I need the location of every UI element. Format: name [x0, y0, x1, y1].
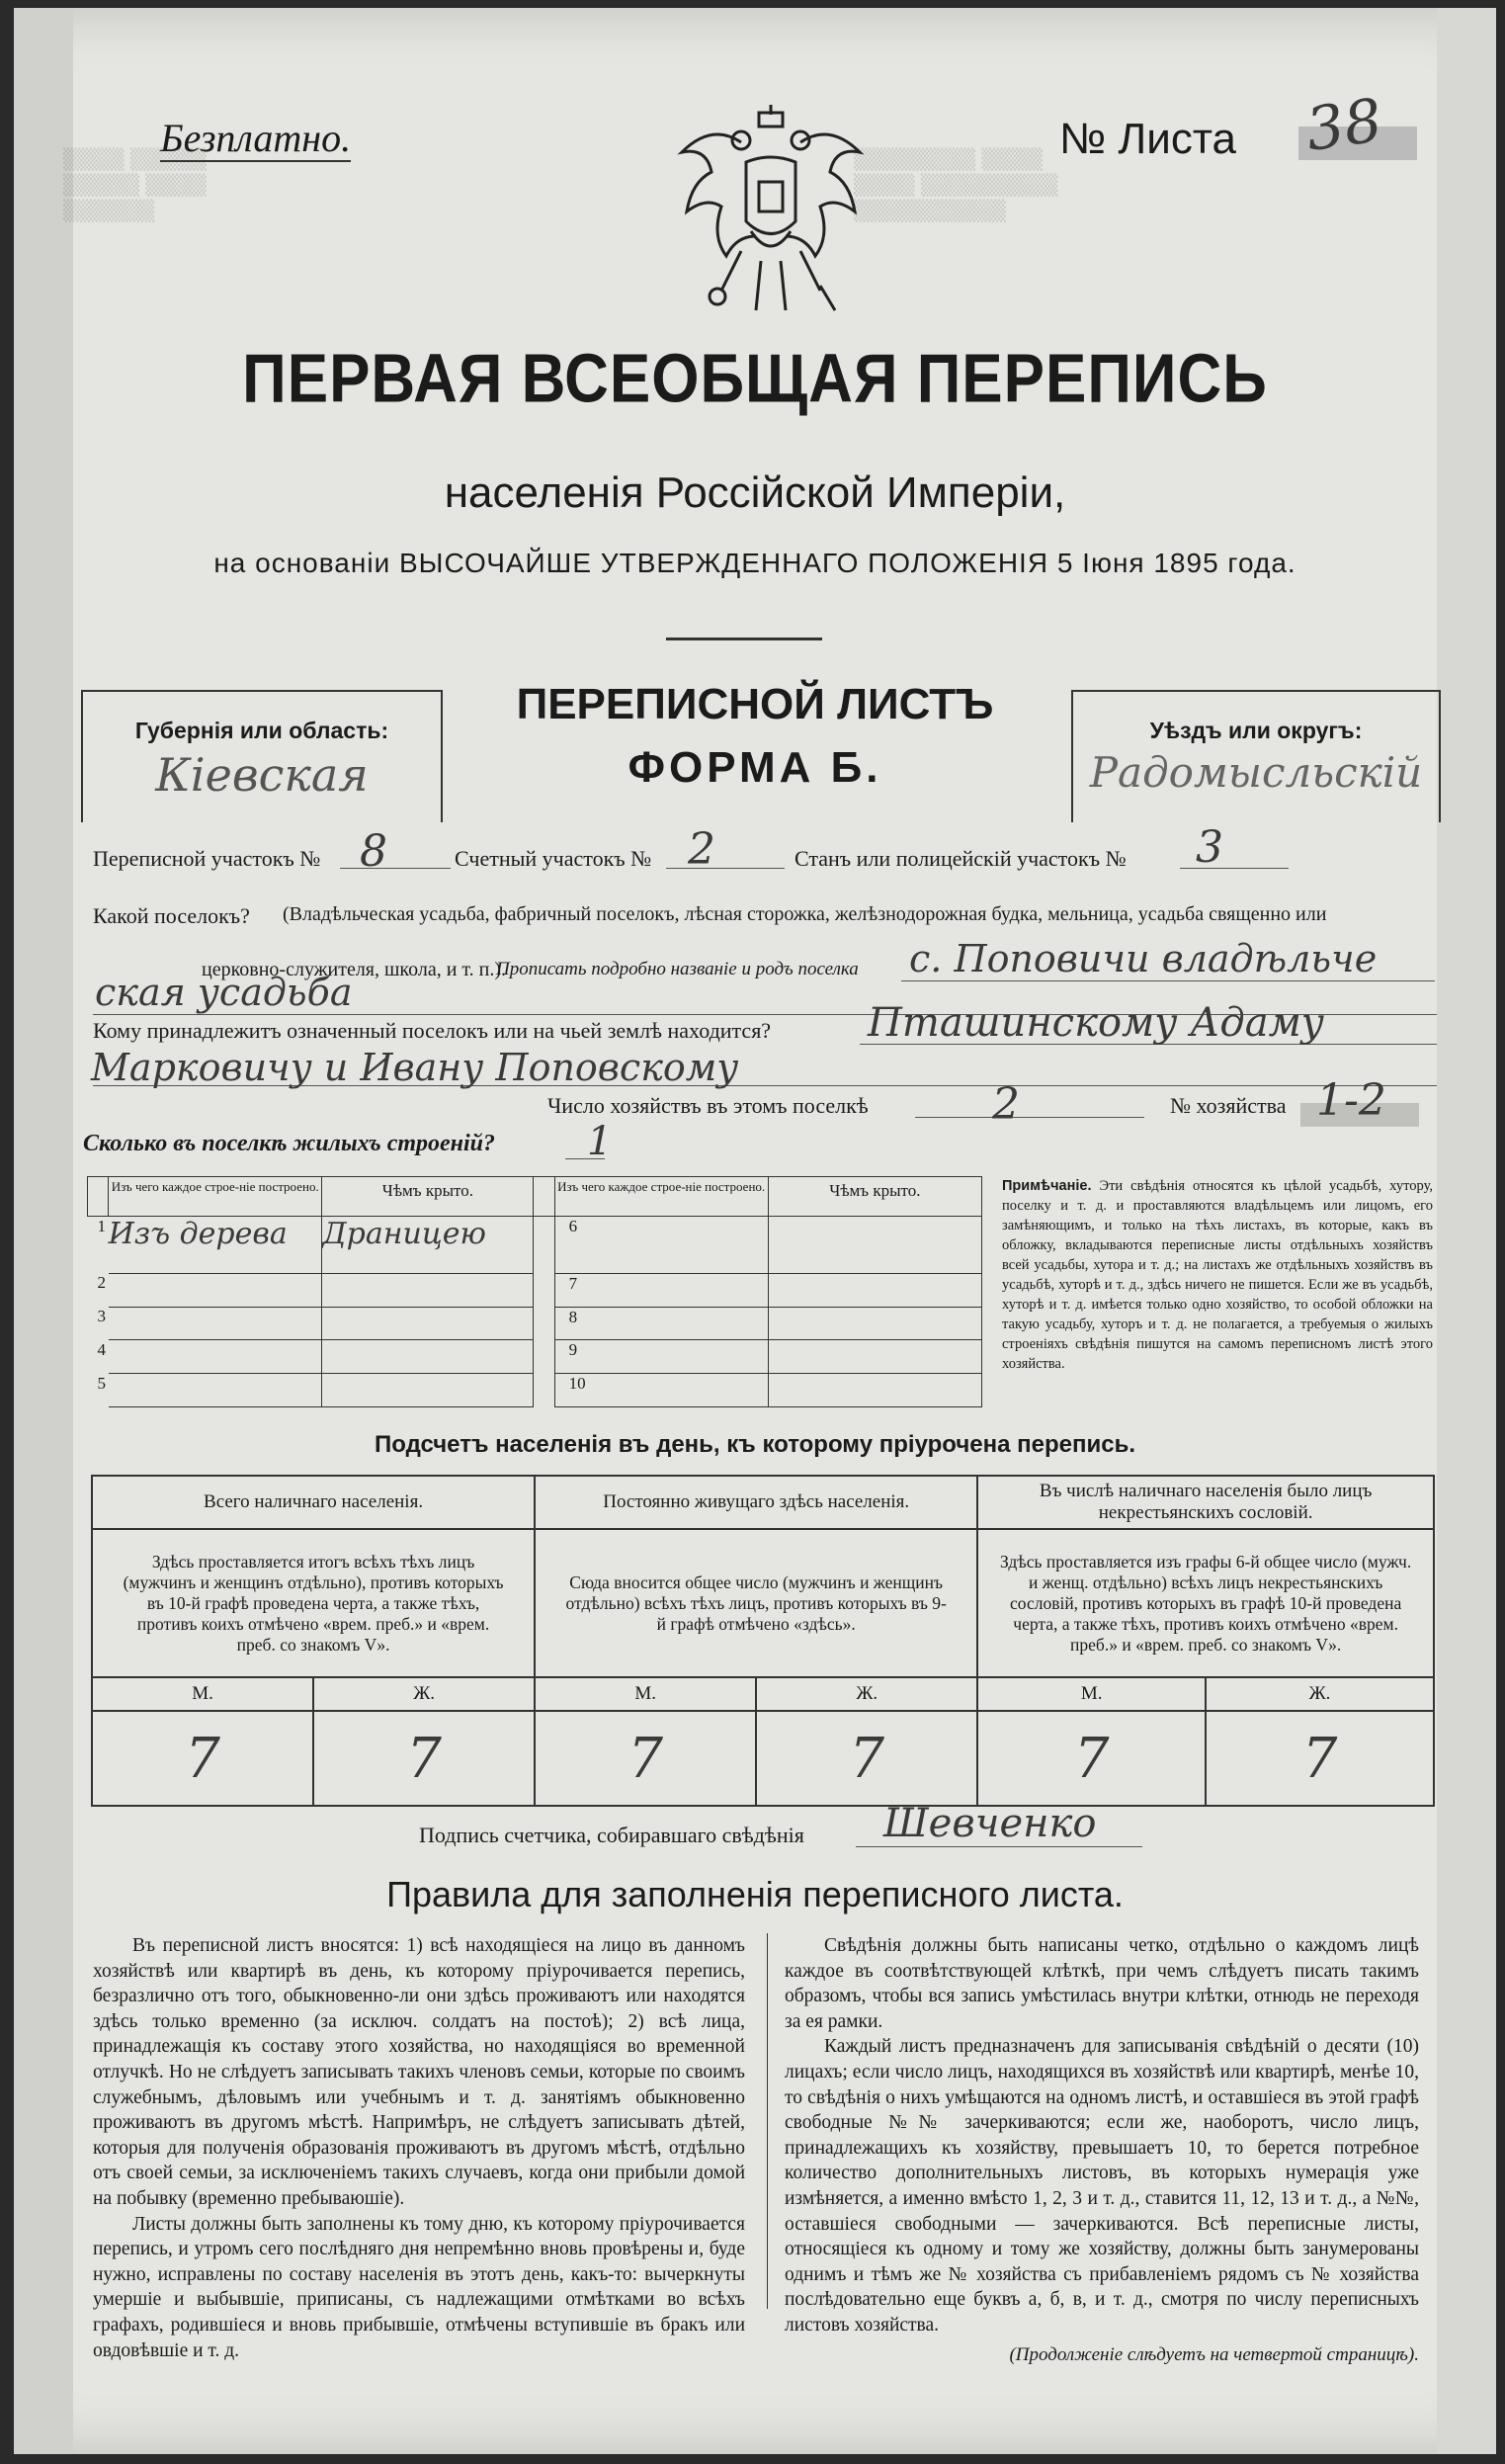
signature-line — [856, 1846, 1142, 1847]
male-header: М. — [92, 1677, 313, 1711]
household-number-value: 1-2 — [1316, 1075, 1386, 1126]
nonpeasant-female-value: 7 — [1206, 1711, 1434, 1806]
col-roof-header: Чѣмъ крыто. — [322, 1177, 534, 1217]
col2-text: Сюда вносится общее число (мужчинъ и женщинъ отдѣльно) всѣхъ тѣхъ лицъ, противъ которыхъ въ 9-й графѣ отмѣчено «здѣсь». — [535, 1529, 977, 1677]
population-summary-table — [91, 1475, 1435, 1807]
male-header: М. — [977, 1677, 1206, 1711]
gubernia-label: Губернія или область: — [134, 718, 389, 743]
gubernia-box — [81, 690, 443, 822]
owner-label: Кому принадлежитъ означенный поселокъ или на чьей землѣ находится? — [93, 1018, 772, 1043]
count-district-line — [666, 868, 785, 869]
rules-right-paragraph-1: Свѣдѣнія должны быть написаны четко, отдѣльно о каждомъ лицѣ каждое въ соотвѣтствующей клѣткѣ, при чемъ слѣдуетъ писать такимъ образомъ, чтобы вся запись умѣстилась внутри клѣтки, отнюдь не переходя за ея рамки. — [785, 1935, 1419, 2032]
material-cell: Изъ дерева — [109, 1217, 322, 1274]
form-title: ПЕРЕПИСНОЙ ЛИСТЪ — [516, 680, 994, 728]
col3-text: Здѣсь проставляется изъ графы 6-й общее число (мужч. и женщ. отдѣльно) всѣхъ лицъ некрестьянскихъ сословій, противъ которыхъ въ графѣ 10-й проведена черта, а также тѣхъ, противъ коихъ отмѣчено «врем. преб.» и «врем. преб. со знакомъ V». — [977, 1529, 1434, 1677]
signature-label: Подпись счетчика, собиравшаго свѣдѣнія — [419, 1823, 804, 1847]
bleed-through-text: ▒▒▒▒ ▒▒▒▒▒ ▒▒▒▒▒ ▒▒▒▒ ▒▒▒▒▒▒ — [63, 147, 207, 222]
settlement-value-2: ская усадьба — [95, 971, 353, 1014]
settlement-value-1: с. Поповичи владѣльче — [909, 937, 1378, 980]
col1-text: Здѣсь проставляется итогъ всѣхъ тѣхъ лицъ (мужчинъ и женщинъ отдѣльно), противъ которыхъ въ 10-й графѣ проведена черта, а также тѣхъ, противъ коихъ отмѣчено «врем. преб.» и «врем. преб. со знакомъ V». — [92, 1529, 535, 1677]
summary-heading: Подсчетъ населенія въ день, къ которому пріурочена перепись. — [375, 1431, 1135, 1458]
table-row: 3 8 — [88, 1307, 982, 1340]
households-value: 2 — [992, 1079, 1020, 1130]
census-district-line — [340, 868, 451, 869]
police-district-label: Станъ или полицейскій участокъ № — [794, 846, 1127, 871]
rules-right-paragraph-2: Каждый листъ предназначенъ для записыванія свѣдѣній о десяти (10) лицахъ; если число лицъ, находящихся въ хозяйствѣ или квартирѣ, менѣе 10, то свѣдѣнія о нихъ умѣщаются на одномъ листѣ, и оставшіеся въ этой графѣ свободные №№ зачеркиваются; если же, наоборотъ, число лицъ, принадлежащихъ къ хозяйству, превышаетъ 10, то берется потребное количество дополнительныхъ листовъ, въ которыхъ нумерація уже измѣняется, а именно вмѣсто 1, 2, 3 и т. д., ставится 11, 12, 13 и т. д., а №№, оставшіеся свободными — зачеркиваются. Всѣ переписные листы, относящіеся къ одному и тому же хозяйству, должны быть занумерованы однимъ и тѣмъ же № хозяйства съ прибавленіемъ рядомъ съ № хозяйства послѣдовательно еще буквъ а, б, в, и т. д., смотря по числу переписныхъ листовъ хозяйства. — [785, 2036, 1419, 2336]
free-label: Безплатно. — [160, 116, 352, 160]
sheet-number-label: № Листа — [1059, 115, 1237, 163]
uezd-label: Уѣздъ или округъ: — [1149, 718, 1363, 743]
female-header: Ж. — [756, 1677, 977, 1711]
note-heading: Примѣчаніе. — [1002, 1178, 1092, 1194]
table-row: 5 10 — [88, 1374, 982, 1407]
male-header: М. — [535, 1677, 756, 1711]
header-divider — [666, 637, 822, 640]
sheet-number-value: 38 — [1301, 86, 1386, 165]
owner-value-1: Пташинскому Адаму — [868, 1000, 1324, 1046]
col2-title: Постоянно живущаго здѣсь населенія. — [535, 1476, 977, 1529]
uezd-value: Радомысльскій — [1089, 748, 1423, 797]
table-row: 2 7 — [88, 1273, 982, 1307]
rules-title: Правила для заполненія переписного листа. — [386, 1874, 1124, 1914]
rules-right-column — [785, 1933, 1419, 2367]
settlement-line-1 — [901, 980, 1435, 981]
table-row: 1 Изъ дерева Драницею 6 — [88, 1217, 982, 1274]
female-header: Ж. — [1206, 1677, 1434, 1711]
settlement-hint: (Владѣльческая усадьба, фабричный поселокъ, лѣсная сторожка, желѣзнодорожная будка, мельница, усадьба священно или — [283, 903, 1327, 925]
buildings-table — [87, 1176, 982, 1407]
census-district-value: 8 — [360, 826, 387, 877]
legal-basis: на основаніи ВЫСОЧАЙШЕ УТВЕРЖДЕННАГО ПОЛОЖЕНІЯ 5 Іюня 1895 года. — [213, 548, 1296, 578]
bleed-through-text-2: ▒▒▒▒▒▒▒▒ ▒▒▒▒ ▒▒▒▒ ▒▒▒▒▒▒▒▒▒ ▒▒▒▒▒▒▒▒▒▒ — [854, 147, 1058, 222]
table-row: 4 9 — [88, 1340, 982, 1374]
continued-note: (Продолженіе слѣдуетъ на четвертой страницѣ). — [1009, 2343, 1419, 2365]
households-line — [915, 1117, 1144, 1118]
settlement-hint-3: Прописать подробно названіе и родъ поселка — [496, 959, 859, 979]
note-block — [1002, 1176, 1433, 1374]
buildings-value: 1 — [587, 1119, 613, 1164]
count-district-value: 2 — [688, 824, 715, 875]
col-material-header: Изъ чего каждое строе-ніе построено. — [109, 1177, 322, 1217]
col3-title: Въ числѣ наличнаго населенія было лицъ некрестьянскихъ сословій. — [977, 1476, 1434, 1529]
census-district-label: Переписной участокъ № — [93, 846, 321, 871]
double-headed-eagle-icon — [672, 103, 870, 326]
resident-male-value: 7 — [535, 1711, 756, 1806]
households-label: Число хозяйствъ въ этомъ поселкѣ — [547, 1093, 869, 1118]
note-text: Эти свѣдѣнія относятся къ цѣлой усадьбѣ, хутору, поселку и т. д. и проставляются владѣльцемъ или лицомъ, его замѣняющимъ, и только на тѣхъ листахъ, въ которые, какъ въ обложку, вкладываются переписные листы отдѣльныхъ хозяйствъ всей усадьбы, хутора и т. д.; на листахъ же отдѣльныхъ хозяйствъ въ усадьбѣ, хуторѣ и т. д., здѣсь ничего не пишется. Если же въ усадьбѣ, хуторѣ и т. д. имѣется только одно хозяйство, то особой обложки на такую усадьбу, хуторъ и т. д. не полагается, а требуемыя о жилыхъ строеніяхъ свѣдѣнія пишутся на самомъ переписномъ листѣ этого хозяйства. — [1002, 1178, 1434, 1372]
roof-cell: Драницею — [322, 1217, 534, 1274]
household-number-label: № хозяйства — [1170, 1093, 1287, 1118]
buildings-label: Сколько въ поселкѣ жилыхъ строеній? — [83, 1131, 495, 1156]
resident-female-value: 7 — [756, 1711, 977, 1806]
rules-left-paragraph-2: Листы должны быть заполнены къ тому дню, къ которому пріурочивается перепись, и утромъ сего послѣдняго дня непремѣнно вновь провѣрены и, буде нужно, исправлены по составу населенія въ этотъ день, какъ-то: вычеркнуты умершіе и выбывшіе, приписаны, съ надлежащими отмѣтками во всѣхъ графахъ, родившіеся и вновь прибывшіе, отмѣчены вступившіе въ бракъ или овдовѣвшіе и т. д. — [93, 2213, 745, 2361]
nonpeasant-male-value: 7 — [977, 1711, 1206, 1806]
police-district-value: 3 — [1196, 822, 1223, 873]
rules-left-column — [93, 1933, 745, 2363]
uezd-box — [1071, 690, 1441, 822]
female-header: Ж. — [313, 1677, 535, 1711]
col-roof-header-2: Чѣмъ крыто. — [768, 1177, 981, 1217]
gubernia-value: Кіевская — [155, 748, 369, 802]
form-name: ФОРМА Б. — [627, 743, 882, 792]
col1-title: Всего наличнаго населенія. — [92, 1476, 535, 1529]
total-male-value: 7 — [92, 1711, 313, 1806]
signature-value: Шевченко — [883, 1801, 1097, 1846]
page-title: ПЕРВАЯ ВСЕОБЩАЯ ПЕРЕПИСЬ — [242, 340, 1268, 418]
page-subtitle: населенія Россійской Имперіи, — [444, 468, 1066, 517]
total-female-value: 7 — [313, 1711, 535, 1806]
owner-value-2: Марковичу и Ивану Поповскому — [91, 1046, 739, 1089]
settlement-label: Какой поселокъ? — [93, 903, 250, 928]
count-district-label: Счетный участокъ № — [455, 846, 652, 871]
rules-column-divider — [767, 1933, 768, 2309]
col-material-header-2: Изъ чего каждое строе-ніе построено. — [554, 1177, 768, 1217]
settlement-hint-2: церковно-служителя, школа, и т. п.). — [202, 959, 506, 980]
census-sheet — [14, 8, 1496, 2454]
rules-left-paragraph-1: Въ переписной листъ вносятся: 1) всѣ находящіеся на лицо въ данномъ хозяйствѣ или квартирѣ въ день, къ которому пріурочивается перепись, безразлично отъ того, обыкновенно-ли они здѣсь проживаютъ или находятся здѣсь только временно (за исключ. солдатъ на постоѣ); 2) всѣ лица, принадлежащія къ составу этого хозяйства, но находящіяся во временной отлучкѣ. Но не слѣдуетъ записывать такихъ членовъ семьи, которые по своимъ служебнымъ, дѣловымъ или учебнымъ и т. д. занятіямъ обыкновенно проживаютъ въ другомъ мѣстѣ. Напримѣръ, не слѣдуетъ записывать дѣтей, которыя для полученія образованія проживаютъ въ другомъ мѣстѣ, отдѣльно отъ своей семьи, за исключеніемъ такихъ случаевъ, когда они прибыли домой на побывку (временно пребываюшіе). — [93, 1935, 745, 2209]
